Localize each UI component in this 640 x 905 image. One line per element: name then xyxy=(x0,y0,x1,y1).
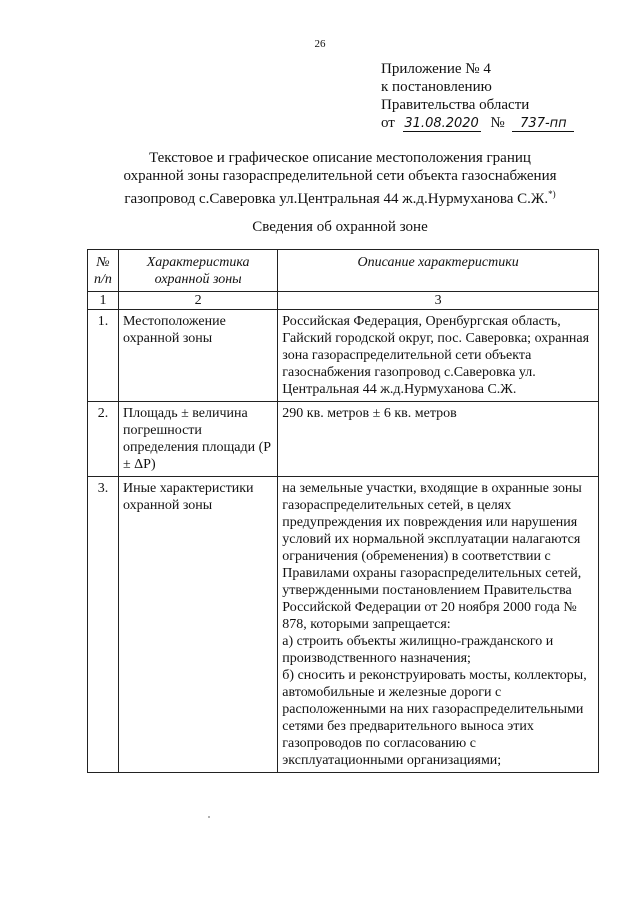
appendix-line-2: к постановлению xyxy=(381,79,492,95)
header-description: Описание характеристики xyxy=(278,250,599,292)
table-row xyxy=(88,310,599,402)
row-number: 1. xyxy=(88,310,119,402)
column-number-1: 1 xyxy=(88,292,119,310)
row-characteristic: Иные характеристики охранной зоны xyxy=(119,477,278,773)
row-description: на земельные участки, входящие в охранные зоны газораспределительных сетей, в целях предупреждения их повреждения или нарушения условий их нормальной эксплуатации налагаются ограничения (обременения) в соответствии с Правилами охраны газораспределительных сетей, утвержденными постановлением Правительства Российской Федерации от 20 ноября 2000 года № 878, которыми запрещается: xyxy=(282,481,582,632)
restriction-item-b: б) сносить и реконструировать мосты, коллекторы, автомобильные и железные дороги с расположенными на них газораспределительными сетями без предварительного выноса этих газопроводов по согласованию с эксплуатационными организациями; xyxy=(282,668,587,768)
document-title xyxy=(0,149,640,208)
title-line-3 xyxy=(0,185,640,208)
row-number: 2. xyxy=(88,402,119,477)
row-description: 290 кв. метров ± 6 кв. метров xyxy=(278,402,599,477)
page-number: 26 xyxy=(314,38,326,50)
handwritten-date: 31.08.2020 xyxy=(404,116,479,131)
appendix-block xyxy=(381,60,574,132)
column-number-2: 2 xyxy=(119,292,278,310)
ot-label: от xyxy=(381,115,395,131)
handwritten-number: 737-пп xyxy=(512,116,574,132)
table-row xyxy=(88,477,599,773)
scan-speck xyxy=(208,816,210,818)
row-characteristic: Площадь ± величина погрешности определения площади (Р ± ΔР) xyxy=(119,402,278,477)
zone-table xyxy=(87,249,599,773)
section-subtitle: Сведения об охранной зоне xyxy=(252,219,428,235)
row-characteristic: Местоположение охранной зоны xyxy=(119,310,278,402)
title-line-3-text: газопровод с.Саверовка ул.Центральная 44 ж.д.Нурмуханова С.Ж. xyxy=(124,191,549,207)
row-number: 3. xyxy=(88,477,119,773)
row-description-block xyxy=(278,477,599,773)
title-line-1: Текстовое и графическое описание местоположения границ xyxy=(149,150,531,166)
column-number-3: 3 xyxy=(278,292,599,310)
title-line-2: охранной зоны газораспределительной сети объекта газоснабжения xyxy=(123,168,557,184)
restriction-item-a: а) строить объекты жилищно-гражданского и производственного назначения; xyxy=(282,634,554,666)
table-header-row xyxy=(88,250,599,292)
table-row xyxy=(88,402,599,477)
header-characteristic: Характеристика охранной зоны xyxy=(119,250,278,292)
appendix-date-line xyxy=(381,114,574,132)
footnote-mark: *) xyxy=(548,189,556,199)
column-number-row xyxy=(88,292,599,310)
row-description: Российская Федерация, Оренбургская область, Гайский городской округ, пос. Саверовка; охранная зона газораспределительной сети объекта газоснабжения газопровод с.Саверовка ул. Центральная 44 ж.д.Нурмуханова С.Ж. xyxy=(278,310,599,402)
appendix-line-1: Приложение № 4 xyxy=(381,61,491,77)
header-number: № п/п xyxy=(88,250,119,292)
appendix-line-3: Правительства области xyxy=(381,97,530,113)
number-sign: № xyxy=(490,115,505,131)
